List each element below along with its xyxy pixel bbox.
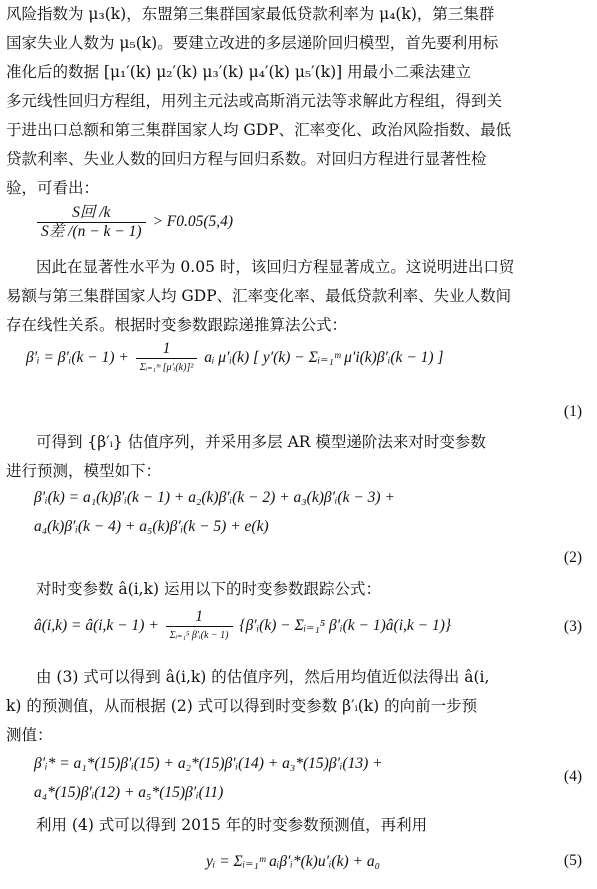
equation-3-lhs: â(i,k) = â(i,k − 1) +: [34, 617, 159, 635]
equation-4-line-1: β′ᵢ* = a₁*(15)β′ᵢ(15) + a₂*(15)β′ᵢ(14) + a₃*(15)β′ᵢ(13) +: [34, 755, 383, 772]
significance-inequality: [34, 204, 233, 241]
equation-2-number: (2): [563, 549, 582, 566]
equation-3-number: (3): [563, 618, 582, 635]
text-line: 利用 (4) 式可以得到 2015 年的时变参数预测值，再利用: [36, 816, 428, 834]
text-line: 准化后的数据 [μ₁′(k) μ₂′(k) μ₃′(k) μ₄′(k) μ₅′(k)] 用最小二乘法建立: [6, 63, 472, 81]
equation-1-lhs: β′ᵢ = β′ᵢ(k − 1) +: [26, 349, 129, 367]
text-line: 因此在显著性水平为 0.05 时，该回归方程显著成立。这说明进出口贸: [36, 258, 515, 276]
equation-3-frac-den: Σᵢ₌₁⁵ β′ᵢ(k − 1): [169, 630, 229, 641]
text-line: 存在线性关系。根据时变参数跟踪递推算法公式：: [6, 316, 348, 334]
text-line: 于进出口总额和第三集群国家人均 GDP、汇率变化、政治风险指数、最低: [6, 121, 512, 139]
equation-1-number: (1): [563, 403, 582, 420]
inequality-numerator: S回 /k: [37, 204, 146, 223]
inequality-rhs: > F0.05(5,4): [152, 213, 234, 231]
text-line: 对时变参数 â(i,k) 运用以下的时变参数跟踪公式：: [36, 580, 381, 598]
text-line: 由 (3) 式可以得到 â(i,k) 的估值序列，然后用均值近似法得出 â(i,: [36, 668, 490, 686]
text-line: 多元线性回归方程组，用列主元法或高斯消元法等求解此方程组，得到关: [6, 92, 503, 110]
equation-4-line-2: a₄*(15)β′ᵢ(12) + a₅*(15)β′ᵢ(11): [34, 784, 224, 801]
text-line: 贷款利率、失业人数的回归方程与回归系数。对回归方程进行显著性检: [6, 150, 487, 168]
equation-1-frac-num: 1: [136, 340, 198, 359]
equation-3-frac-num: 1: [166, 608, 233, 627]
text-line: 风险指数为 μ₃(k)，东盟第三集群国家最低贷款利率为 μ₄(k)，第三集群: [6, 5, 495, 23]
text-line: k) 的预测值，从而根据 (2) 式可以得到时变参数 β′ᵢ(k) 的向前一步预: [6, 697, 478, 715]
equation-5: yᵢ = Σᵢ₌₁ᵐ aᵢβ′ᵢ*(k)u′ᵢ(k) + a₀: [206, 853, 380, 870]
text-line: 进行预测，模型如下：: [6, 462, 162, 480]
equation-3: [34, 608, 451, 645]
equation-3-rhs: {β′ᵢ(k) − Σᵢ₌₁⁵ β′ᵢ(k − 1)â(i,k − 1)}: [239, 617, 452, 635]
equation-1: [26, 340, 443, 377]
text-line: 验，可看出：: [6, 179, 100, 197]
text-line: 易额与第三集群国家人均 GDP、汇率变化率、最低贷款利率、失业人数间: [6, 287, 512, 305]
equation-1-frac-den: Σᵢ₌₁ᵐ [μ′ᵢ(k)]²: [139, 362, 194, 373]
equation-1-rhs: aᵢ μ′ᵢ(k) [ y′(k) − Σᵢ₌₁ᵐ μ′i(k)β′ᵢ(k − 1) ]: [204, 349, 444, 367]
equation-2-line-1: β′ᵢ(k) = a₁(k)β′ᵢ(k − 1) + a₂(k)β′ᵢ(k − 2) + a₃(k)β′ᵢ(k − 3) +: [34, 489, 395, 506]
equation-4-number: (4): [563, 768, 582, 785]
text-line: 可得到 {β′ᵢ} 估值序列，并采用多层 AR 模型递阶法来对时变参数: [36, 433, 486, 451]
inequality-denominator: S差 /(n − k − 1): [41, 223, 142, 240]
equation-5-number: (5): [563, 852, 582, 869]
text-line: 国家失业人数为 μ₅(k)。要建立改进的多层递阶回归模型，首先要利用标: [6, 34, 499, 52]
text-line: 测值：: [6, 726, 53, 744]
equation-2-line-2: a₄(k)β′ᵢ(k − 4) + a₅(k)β′ᵢ(k − 5) + e(k): [34, 518, 269, 535]
